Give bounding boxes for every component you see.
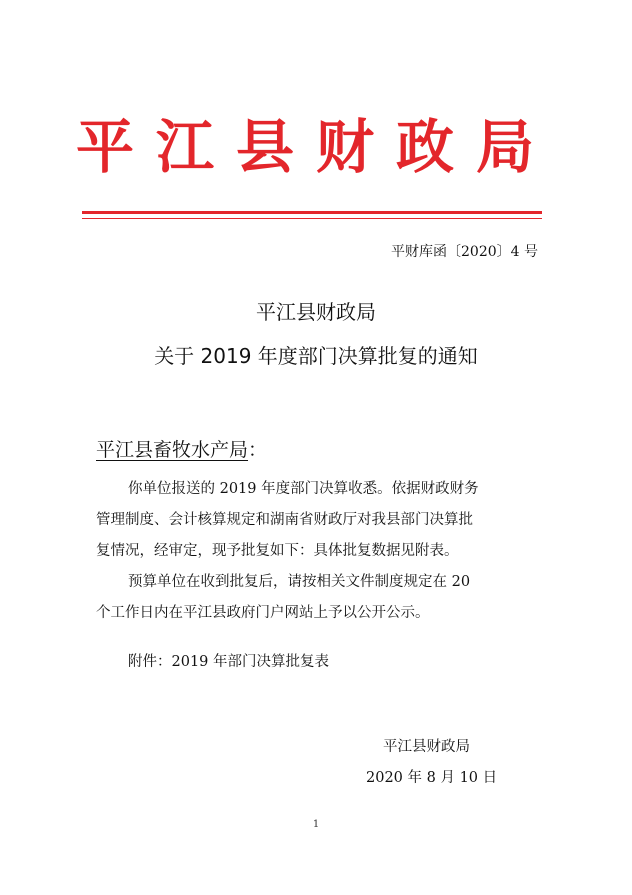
title-subject: 关于 2019 年度部门决算批复的通知	[154, 344, 478, 368]
signature-issuer: 平江县财政局	[383, 739, 470, 755]
paragraph-1-line-2: 管理制度、会计核算规定和湖南省财政厅对我县部门决算批	[96, 512, 473, 528]
document-number: 平财库函〔2020〕4 号	[391, 244, 538, 260]
paragraph-1-line-1: 你单位报送的 2019 年度部门决算收悉。依据财政财务	[128, 481, 479, 497]
letterhead-title: 平江县财政局	[75, 113, 556, 181]
recipient-name: 平江县畜牧水产局	[96, 439, 249, 461]
letterhead-rule-thick	[82, 211, 542, 214]
paragraph-2-line-2: 个工作日内在平江县政府门户网站上予以公开公示。	[96, 605, 430, 621]
paragraph-2-line-1: 预算单位在收到批复后，请按相关文件制度规定在 20	[128, 574, 471, 590]
title-issuer: 平江县财政局	[256, 300, 376, 324]
recipient-colon: ：	[248, 439, 268, 461]
signature-date: 2020 年 8 月 10 日	[366, 770, 498, 786]
page-number: 1	[312, 819, 320, 830]
letterhead-rule-thin	[82, 218, 542, 219]
paragraph-1-line-3: 复情况，经审定，现予批复如下：具体批复数据见附表。	[96, 543, 459, 559]
attachment-note: 附件：2019 年部门决算批复表	[128, 654, 330, 670]
recipient	[96, 436, 267, 464]
